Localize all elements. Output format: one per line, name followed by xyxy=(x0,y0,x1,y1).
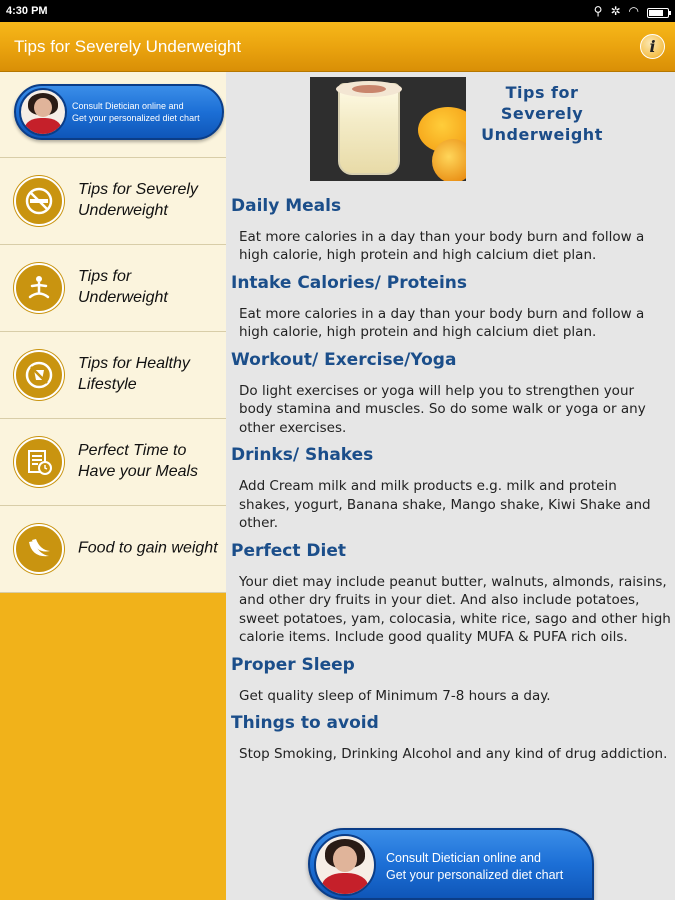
section-body: Do light exercises or yoga will help you to strengthen your body stamina and muscles. So do some walk or yoga or any other exercises. xyxy=(239,382,646,436)
content-panel xyxy=(226,72,675,900)
section-intake-calories xyxy=(231,273,671,342)
section-heading: Intake Calories/ Proteins xyxy=(231,272,467,293)
nav-label: Perfect Time to Have your Meals xyxy=(78,442,199,480)
section-proper-sleep xyxy=(231,655,671,705)
section-drinks xyxy=(231,445,671,532)
info-icon: i xyxy=(649,37,656,56)
battery-icon xyxy=(647,8,669,18)
app-bar xyxy=(0,22,675,72)
tips-sections xyxy=(231,196,671,772)
app-title: Tips for Severely Underweight xyxy=(14,37,242,56)
nav-label: Tips for Healthy Lifestyle xyxy=(78,355,190,393)
nav-item-food-gain-weight[interactable] xyxy=(0,506,226,593)
nav-item-healthy-lifestyle[interactable] xyxy=(0,332,226,419)
consult-line2: Get your personalized diet chart xyxy=(72,113,200,124)
wifi-icon: ◠ xyxy=(628,4,639,18)
no-alcohol-icon xyxy=(14,350,64,400)
info-button[interactable] xyxy=(640,34,665,59)
consult-line2: Get your personalized diet chart xyxy=(386,867,564,882)
no-smoking-icon xyxy=(14,176,64,226)
section-things-to-avoid xyxy=(231,713,671,763)
sidebar-banner xyxy=(0,72,226,158)
section-body: Eat more calories in a day than your body burn and follow a high calorie, high protein and high calcium diet plan. xyxy=(239,229,645,264)
section-body: Stop Smoking, Drinking Alcohol and any kind of drug addiction. xyxy=(239,746,668,763)
nav-label: Tips for Severely Underweight xyxy=(78,181,198,219)
nav-item-severely-underweight[interactable] xyxy=(0,158,226,245)
section-daily-meals xyxy=(231,196,671,265)
section-heading: Things to avoid xyxy=(231,713,379,734)
hero-title-line2: Underweight xyxy=(481,124,603,144)
banana-icon xyxy=(14,524,64,574)
hero-title xyxy=(462,83,622,145)
nav-list xyxy=(0,158,226,593)
usb-icon: ⚲ xyxy=(593,4,603,18)
section-heading: Drinks/ Shakes xyxy=(231,445,374,466)
section-heading: Proper Sleep xyxy=(231,654,355,675)
settings-icon: ✲ xyxy=(610,4,621,18)
dietician-avatar xyxy=(19,88,67,136)
section-body: Your diet may include peanut butter, walnuts, almonds, raisins, and other dry fruits in your diet. And also include potatoes, sweet potatoes, yam, colocasia, white rice, sago and other high calorie items. Include good quality MUFA & PUFA rich oils. xyxy=(239,573,671,646)
shake-photo xyxy=(310,77,466,181)
consult-line1: Consult Dietician online and xyxy=(72,101,184,111)
section-body: Get quality sleep of Minimum 7-8 hours a day. xyxy=(239,687,551,704)
nav-item-meal-time[interactable] xyxy=(0,419,226,506)
section-body: Add Cream milk and milk products e.g. milk and protein shakes, yogurt, Banana shake, Mango shake, Kiwi Shake and other. xyxy=(239,478,651,532)
section-heading: Workout/ Exercise/Yoga xyxy=(231,349,457,370)
section-heading: Daily Meals xyxy=(231,196,342,216)
consult-dietician-button[interactable] xyxy=(14,84,224,140)
section-perfect-diet xyxy=(231,541,671,647)
consult-line1: Consult Dietician online and xyxy=(386,851,541,865)
hero-title-line1: Tips for Severely xyxy=(500,83,584,123)
section-body: Eat more calories in a day than your body burn and follow a high calorie, high protein and high calcium diet plan. xyxy=(239,305,645,341)
nav-item-underweight[interactable] xyxy=(0,245,226,332)
section-heading: Perfect Diet xyxy=(231,540,347,561)
hero-banner xyxy=(310,77,618,181)
status-bar xyxy=(0,0,675,22)
sidebar xyxy=(0,72,226,900)
nav-label: Tips for Underweight xyxy=(78,268,168,306)
yoga-icon xyxy=(14,263,64,313)
consult-dietician-bottom-button[interactable] xyxy=(308,828,594,900)
section-workout xyxy=(231,350,671,437)
status-icons xyxy=(594,3,669,19)
status-time: 4:30 PM xyxy=(6,5,48,17)
dietician-avatar xyxy=(314,834,376,896)
meal-schedule-icon xyxy=(14,437,64,487)
nav-label: Food to gain weight xyxy=(78,539,218,557)
